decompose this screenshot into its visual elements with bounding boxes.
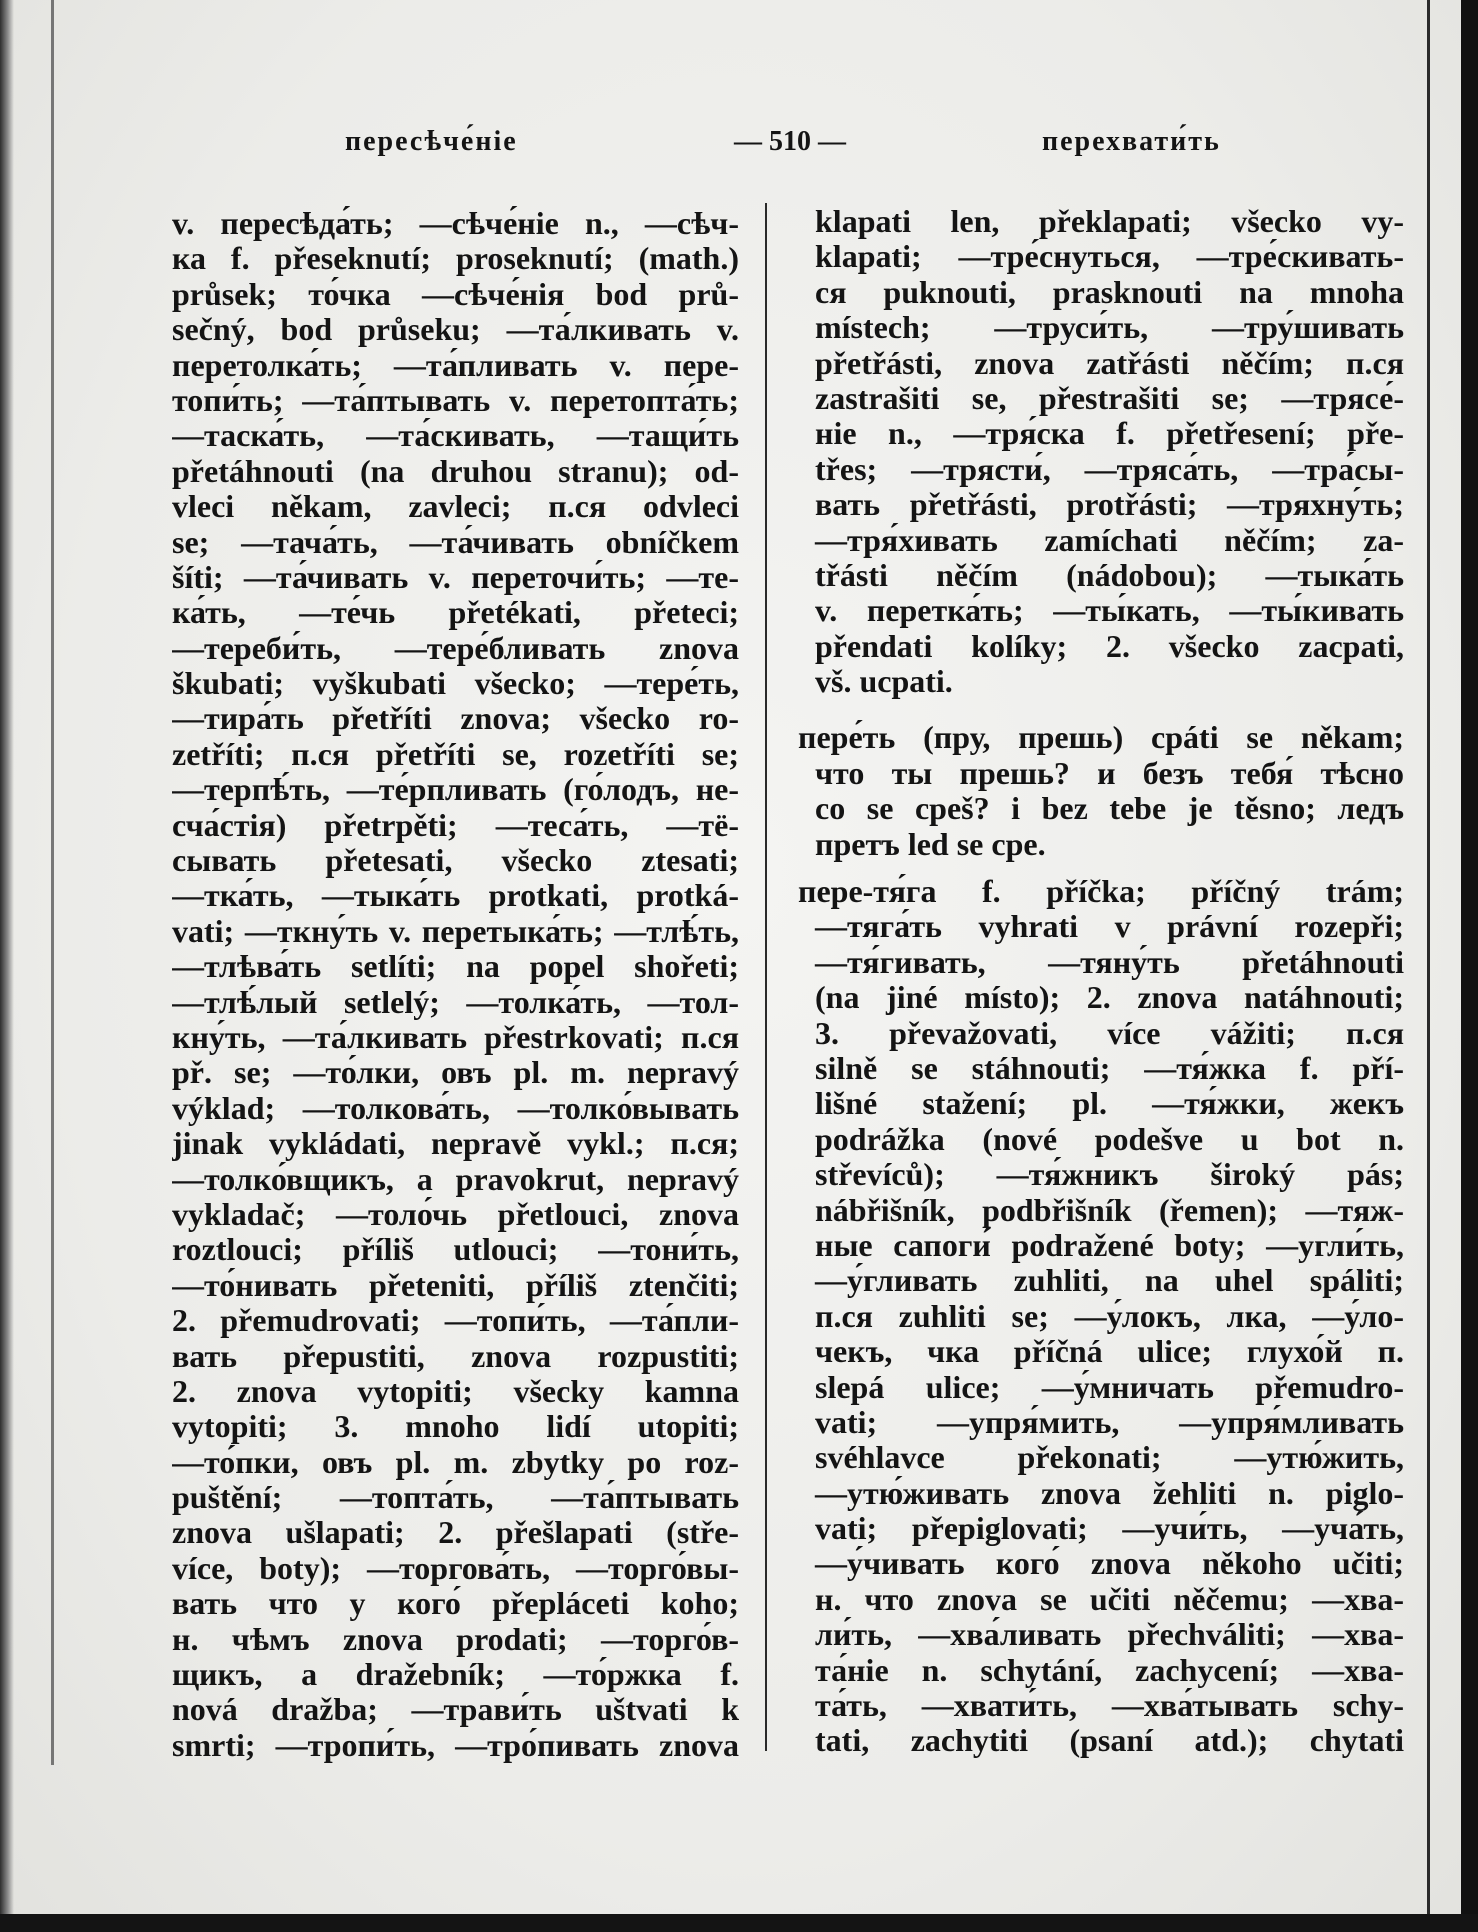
left-column (172, 206, 739, 1763)
right-scan-edge (1461, 0, 1478, 1932)
left-column-line: щикъ, a dražebník; —то́ржка f. (172, 1657, 739, 1693)
left-column-line: —тлѣ́лый setlelý; —толка́ть, —тол- (172, 984, 739, 1020)
left-column-line: —то́пки, овъ pl. m. zbytky po roz- (172, 1444, 739, 1480)
column-divider (765, 203, 767, 1751)
entry-line: vati; přepiglovati; —учи́ть, —уча́ть, (815, 1511, 1404, 1547)
left-column-line: vati; —ткну́ть v. перетыка́ть; —тлѣ́ть, (172, 913, 739, 949)
guide-word-right: перехвати́ть (1042, 126, 1221, 157)
left-column-line: —таска́ть, —та́скивать, —тащи́ть (172, 418, 739, 454)
left-column-line: puštění; —топта́ть, —та́птывать (172, 1480, 739, 1516)
left-column-line: вать přepustiti, znova rozpustiti; (172, 1338, 739, 1374)
entry-line: 3. převažovati, více vážiti; п.ся (815, 1015, 1404, 1051)
entry-line: svéhlavce překonati; —утю́жить, (815, 1440, 1404, 1476)
left-column-line: škubati; vyškubati všecko; —тере́ть, (172, 666, 739, 702)
left-column-line: smrti; —тропи́ть, —тро́пивать znova (172, 1727, 739, 1763)
entry-line: н. что znova se učiti něčemu; —хва- (815, 1581, 1404, 1617)
entry-line: —тря́хивать zamíchati něčím; za- (815, 522, 1404, 558)
entry-line: podrážka (nové podešve u bot n. (815, 1121, 1404, 1157)
left-column-line: průsek; то́чка —сѣче́нія bod prů- (172, 276, 739, 312)
left-column-line: vykladač; —толо́чь přetlouci, znova (172, 1196, 739, 1232)
left-column-line: znova ušlapati; 2. přešlapati (stře- (172, 1515, 739, 1551)
entry-line: střevíců); —тя́жникъ široký pás; (815, 1157, 1404, 1193)
left-column-line: 2. znova vytopiti; všecky kamna (172, 1373, 739, 1409)
entry-line: вать přetřásti, protřásti; —тряхну́ть; (815, 487, 1404, 523)
entry-peret (798, 720, 1404, 862)
right-column (798, 204, 1404, 1759)
left-column-line: перетолка́ть; —та́пливать v. пере- (172, 347, 739, 383)
left-column-line: sečný, bod průseku; —та́лкивать v. (172, 312, 739, 348)
entry-line: —тя́гивать, —тяну́ть přetáhnouti (815, 944, 1404, 980)
entry-line: чекъ, чка příčná ulice; глухо́й п. (815, 1334, 1404, 1370)
headword-line: пере-тя́га f. příčka; příčný trám; (798, 874, 1404, 910)
left-column-line: —терпѣ́ть, —те́рпливать (го́лодъ, не- (172, 772, 739, 808)
entry-continuation (798, 204, 1404, 699)
left-column-line: více, boty); —торгова́ть, —торго́вы- (172, 1550, 739, 1586)
entry-line: třes; —трясти́, —тряса́ть, —тра́сы- (815, 451, 1404, 487)
left-column-line: ка f. přeseknutí; proseknutí; (math.) (172, 241, 739, 277)
left-column-line: ка́ть, —те́чь přetékati, přeteci; (172, 595, 739, 631)
entry-line: přendati kolíky; 2. všecko zacpati, (815, 628, 1404, 664)
entry-line: —у́чивать кого́ znova někoho učiti; (815, 1546, 1404, 1582)
entry-line: ные сапоги́ podražené boty; —угли́ть, (815, 1227, 1404, 1263)
left-column-line: —тка́ть, —тыка́ть protkati, protká- (172, 878, 739, 914)
left-column-line: —тлѣва́ть setlíti; na popel shořeti; (172, 949, 739, 985)
left-column-line: zetříti; п.ся přetříti se, rozetříti se; (172, 736, 739, 772)
left-column-line: se; —тача́ть, —та́чивать obníčkem (172, 524, 739, 560)
left-column-line: vytopiti; 3. mnoho lidí utopiti; (172, 1409, 739, 1445)
entry-line: zastrašiti se, přestrašiti se; —трясе́- (815, 380, 1404, 416)
entry-line: ніе n., —тря́ска f. přetřesení; pře- (815, 416, 1404, 452)
left-column-line: 2. přemudrovati; —топи́ть, —та́пли- (172, 1303, 739, 1339)
entry-line: klapati len, překlapati; všecko vy- (815, 204, 1404, 239)
left-column-line: vleci někam, zavleci; п.ся odvleci (172, 489, 739, 525)
entry-line: (na jiné místo); 2. znova natáhnouti; (815, 980, 1404, 1016)
entry-line: třásti něčím (nádobou); —тыка́ть (815, 557, 1404, 593)
left-column-line: сывать přetesati, všecko ztesati; (172, 843, 739, 879)
entry-line: —тяга́ть vyhrati v právní rozepři; (815, 909, 1404, 945)
left-column-line: н. чѣмъ znova prodati; —торго́в- (172, 1621, 739, 1657)
left-column-line: —толко́вщикъ, a pravokrut, nepravý (172, 1161, 739, 1197)
entry-line: tati, zachytiti (psaní atd.); chytati (815, 1723, 1404, 1759)
entry-line: претъ led se cpe. (815, 826, 1046, 862)
left-column-line: кну́ть, —та́лкивать přestrkovati; п.ся (172, 1019, 739, 1055)
entry-line: ся puknouti, prasknouti na mnoha (815, 274, 1404, 310)
entry-line: vati; —упря́мить, —упря́мливать (815, 1404, 1404, 1440)
left-scan-shadow (0, 0, 14, 1932)
entry-line: nábřišník, podbřišník (řemen); —тяж- (815, 1192, 1404, 1228)
left-column-line: přetáhnouti (na druhou stranu); od- (172, 453, 739, 489)
entry-line: slepá ulice; —у́мничать přemudro- (815, 1369, 1404, 1405)
left-column-line: топи́ть; —та́птывать v. перетопта́ть; (172, 382, 739, 418)
left-column-line: jinak vykládati, nepravě vykl.; п.ся; (172, 1126, 739, 1162)
entry-line: —у́гливать zuhliti, na uhel spáliti; (815, 1263, 1404, 1299)
left-column-line: сча́стія) přetrpěti; —теса́ть, —тё- (172, 807, 739, 843)
entry-line: místech; —труси́ть, —тру́шивать (815, 310, 1404, 346)
left-column-line: nová dražba; —трави́ть uštvati k (172, 1692, 739, 1728)
page-number: — 510 — (734, 126, 846, 157)
left-column-line: př. se; —то́лки, овъ pl. m. nepravý (172, 1055, 739, 1091)
entry-line: v. перетка́ть; —ты́кать, —ты́кивать (815, 593, 1404, 629)
left-column-line: —тира́ть přetříti znova; všecko ro- (172, 701, 739, 737)
entry-line: co se cpeš? i bez tebe je těsno; ледъ (815, 791, 1404, 827)
guide-word-left: пересѣче́ніе (345, 126, 518, 157)
entry-line: klapati; —тре́снуться, —тре́скивать- (815, 239, 1404, 275)
left-border-line (51, 0, 54, 1765)
entry-line: что ты прешь? и безъ тебя́ тѣсно (815, 755, 1404, 791)
entry-line: та́ть, —хвати́ть, —хва́тывать schy- (815, 1688, 1404, 1724)
entry-line: та́ніе n. schytání, zachycení; —хва- (815, 1652, 1404, 1688)
left-column-line: —то́нивать přeteniti, příliš ztenčiti; (172, 1267, 739, 1303)
left-column-line: вать что у кого́ přepláceti koho; (172, 1586, 739, 1622)
entry-line: —утю́живать znova žehliti n. piglo- (815, 1475, 1404, 1511)
entry-line: ли́ть, —хва́ливать přechváliti; —хва- (815, 1617, 1404, 1653)
entry-line: п.ся zuhliti se; —у́локъ, лка, —у́ло- (815, 1298, 1404, 1334)
bottom-scan-edge (0, 1914, 1478, 1932)
entry-line: lišné stažení; pl. —тя́жки, жекъ (815, 1086, 1404, 1122)
entry-line: silně se stáhnouti; —тя́жка f. pří- (815, 1050, 1404, 1086)
right-border-line (1427, 0, 1430, 1914)
headword-line: пере́ть (пру, прешь) cpáti se někam; (798, 720, 1404, 756)
left-column-line: výklad; —толкова́ть, —толко́вывать (172, 1090, 739, 1126)
entry-peretyaga (798, 874, 1404, 1759)
left-column-line: v. пересѣда́ть; —сѣче́ніе n., —сѣч- (172, 206, 739, 241)
entry-line: přetřásti, znova zatřásti něčím; п.ся (815, 345, 1404, 381)
left-column-line: šíti; —та́чивать v. переточи́ть; —те- (172, 559, 739, 595)
entry-line: vš. ucpati. (815, 664, 953, 700)
left-column-line: —тереби́ть, —тере́бливать znova (172, 630, 739, 666)
left-column-line: roztlouci; příliš utlouci; —тони́ть, (172, 1232, 739, 1268)
